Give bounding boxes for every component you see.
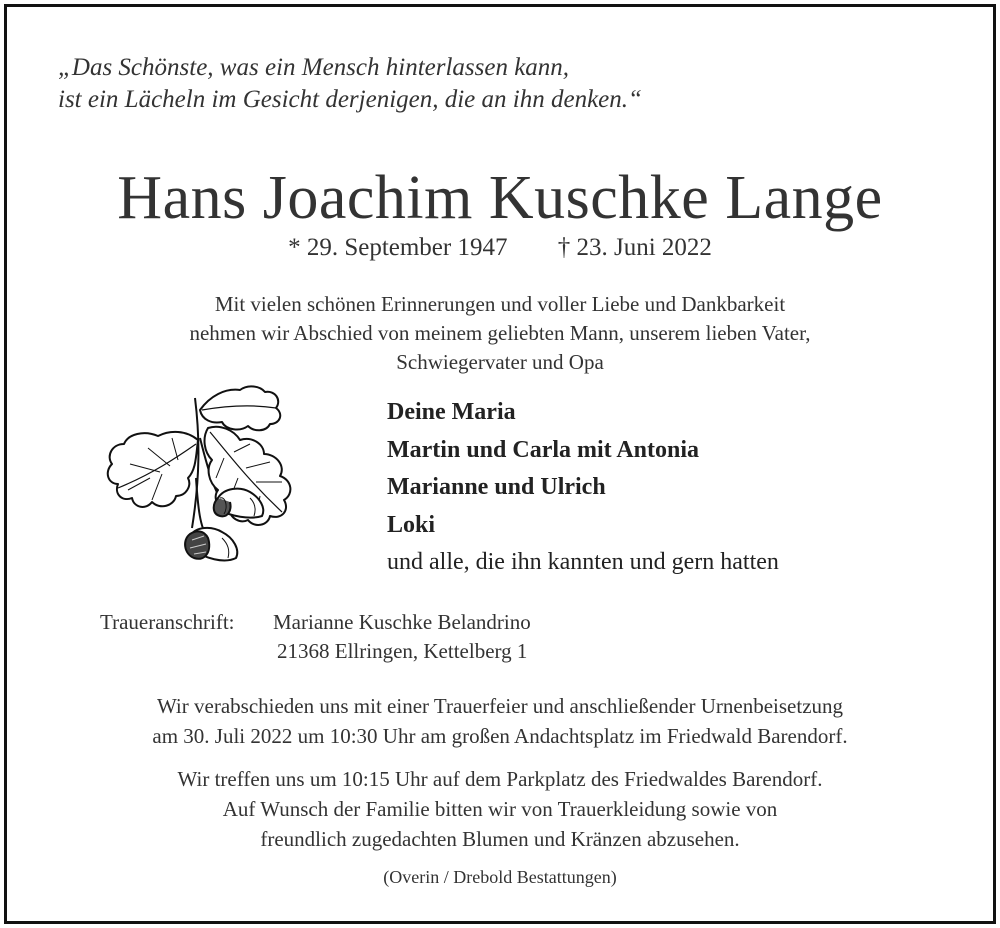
address-label: Traueranschrift: [100, 610, 235, 634]
meeting-line-1: Wir treffen uns um 10:15 Uhr auf dem Parkplatz des Friedwaldes Barendorf. [177, 767, 823, 791]
farewell-line-1: Mit vielen schönen Erinnerungen und voller Liebe und Dankbarkeit [214, 292, 786, 316]
life-dates [0, 234, 1000, 262]
ceremony-line-1: Wir verabschieden uns mit einer Trauerfeier und anschließender Urnenbeisetzung [156, 694, 844, 718]
address-name: Marianne Kuschke Belandrino [273, 610, 531, 634]
family-member: Marianne und Ulrich [387, 474, 606, 500]
family-member: Loki [387, 511, 436, 538]
memorial-quote [58, 52, 642, 116]
ceremony-info [0, 691, 1000, 751]
farewell-text [0, 290, 1000, 377]
mourning-address [100, 608, 531, 666]
birth-date: * 29. September 1947 [288, 234, 508, 261]
deceased-name: Hans Joachim Kuschke Lange [117, 164, 883, 232]
address-street: 21368 Ellringen, Kettelberg 1 [277, 639, 528, 663]
undertaker-credit: (Overin / Drebold Bestattungen) [383, 867, 617, 887]
quote-line-1: „Das Schönste, was ein Mensch hinterlassen kann, [58, 54, 570, 81]
ceremony-line-2: am 30. Juli 2022 um 10:30 Uhr am großen Andachtsplatz im Friedwald Barendorf. [152, 724, 848, 748]
meeting-info [0, 764, 1000, 854]
family-list [387, 394, 779, 582]
farewell-line-3: Schwiegervater und Opa [396, 350, 604, 374]
farewell-line-2: nehmen wir Abschied von meinem geliebten Mann, unserem lieben Vater, [189, 321, 811, 345]
meeting-line-3: freundlich zugedachten Blumen und Kränzen abzusehen. [260, 827, 740, 851]
quote-line-2: ist ein Lächeln im Gesicht derjenigen, die an ihn denken.“ [58, 86, 642, 113]
family-others: und alle, die ihn kannten und gern hatten [387, 549, 779, 575]
family-member: Deine Maria [387, 399, 516, 425]
meeting-line-2: Auf Wunsch der Familie bitten wir von Trauerkleidung sowie von [222, 797, 778, 821]
family-member: Martin und Carla mit Antonia [387, 436, 700, 463]
death-date: † 23. Juni 2022 [557, 234, 712, 261]
oak-leaves-acorns-icon [100, 378, 335, 583]
